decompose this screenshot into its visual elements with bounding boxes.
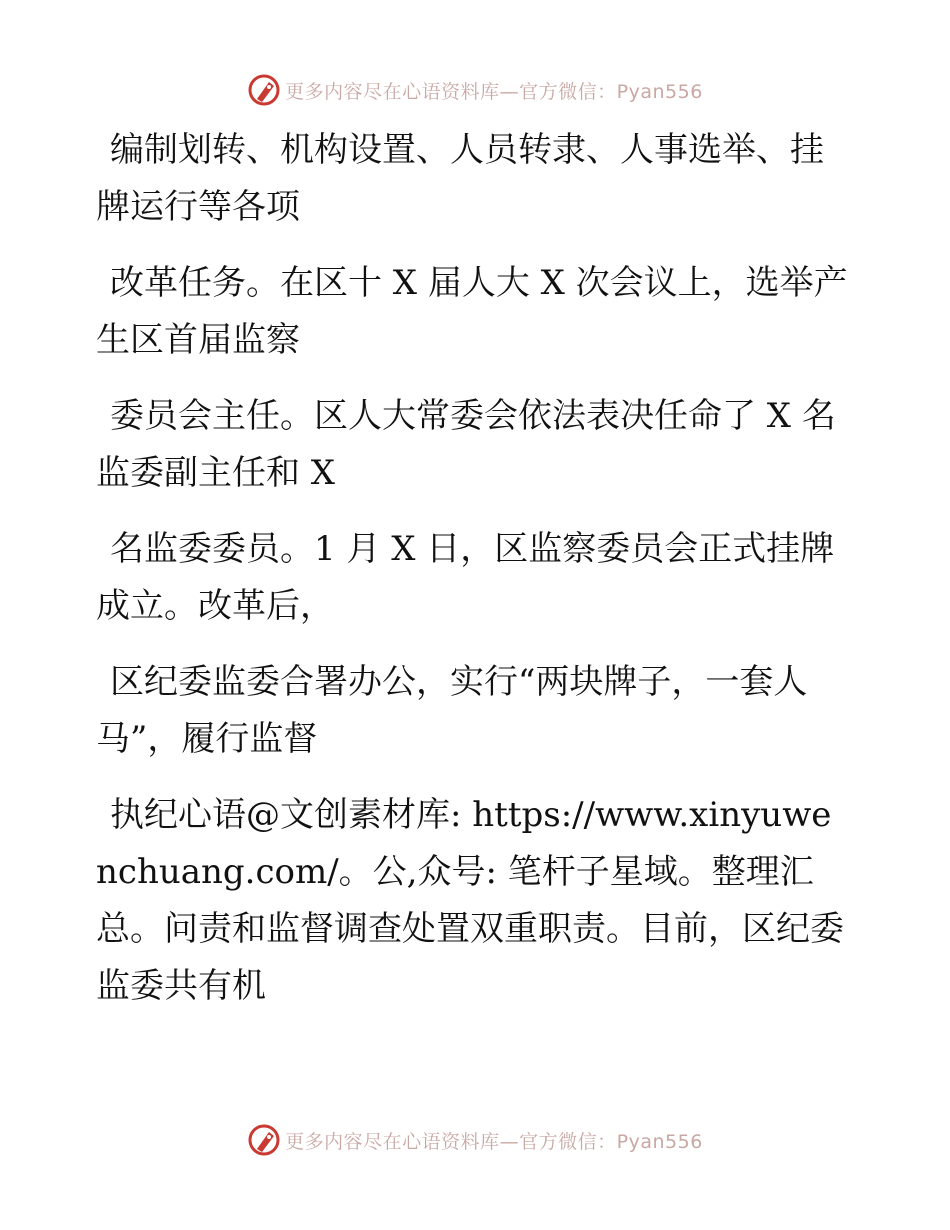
paragraph-4: 名监委委员。1 月 X 日，区监察委员会正式挂牌成立。改革后，: [96, 529, 835, 626]
paragraph-1: 编制划转、机构设置、人员转隶、人事选举、挂牌运行等各项: [96, 130, 824, 227]
paragraph-3: 委员会主任。区人大常委会依法表决任命了 X 名监委副主任和 X: [96, 396, 836, 493]
paragraph-2: 改革任务。在区十 X 届人大 X 次会议上，选举产生区首届监察: [96, 263, 848, 360]
document-body: [96, 122, 852, 1034]
paragraph-5: 区纪委监委合署办公，实行“两块牌子，一套人马”，履行监督: [96, 662, 808, 759]
red-pen-nib-logo-icon: [247, 73, 281, 107]
header-banner: [0, 68, 950, 112]
footer-banner-text: 更多内容尽在心语资料库—官方微信：Pyan556: [285, 1130, 703, 1153]
red-pen-nib-logo-icon: [247, 1123, 281, 1157]
footer-banner: [0, 1118, 950, 1162]
paragraph-6: 执纪心语@文创素材库: https://www.xinyuwenchuang.com/。公,众号: 笔杆子星域。整理汇总。问责和监督调查处置双重职责。目前，区纪委监委共有机: [96, 795, 844, 1006]
header-banner-text: 更多内容尽在心语资料库—官方微信：Pyan556: [285, 80, 703, 103]
